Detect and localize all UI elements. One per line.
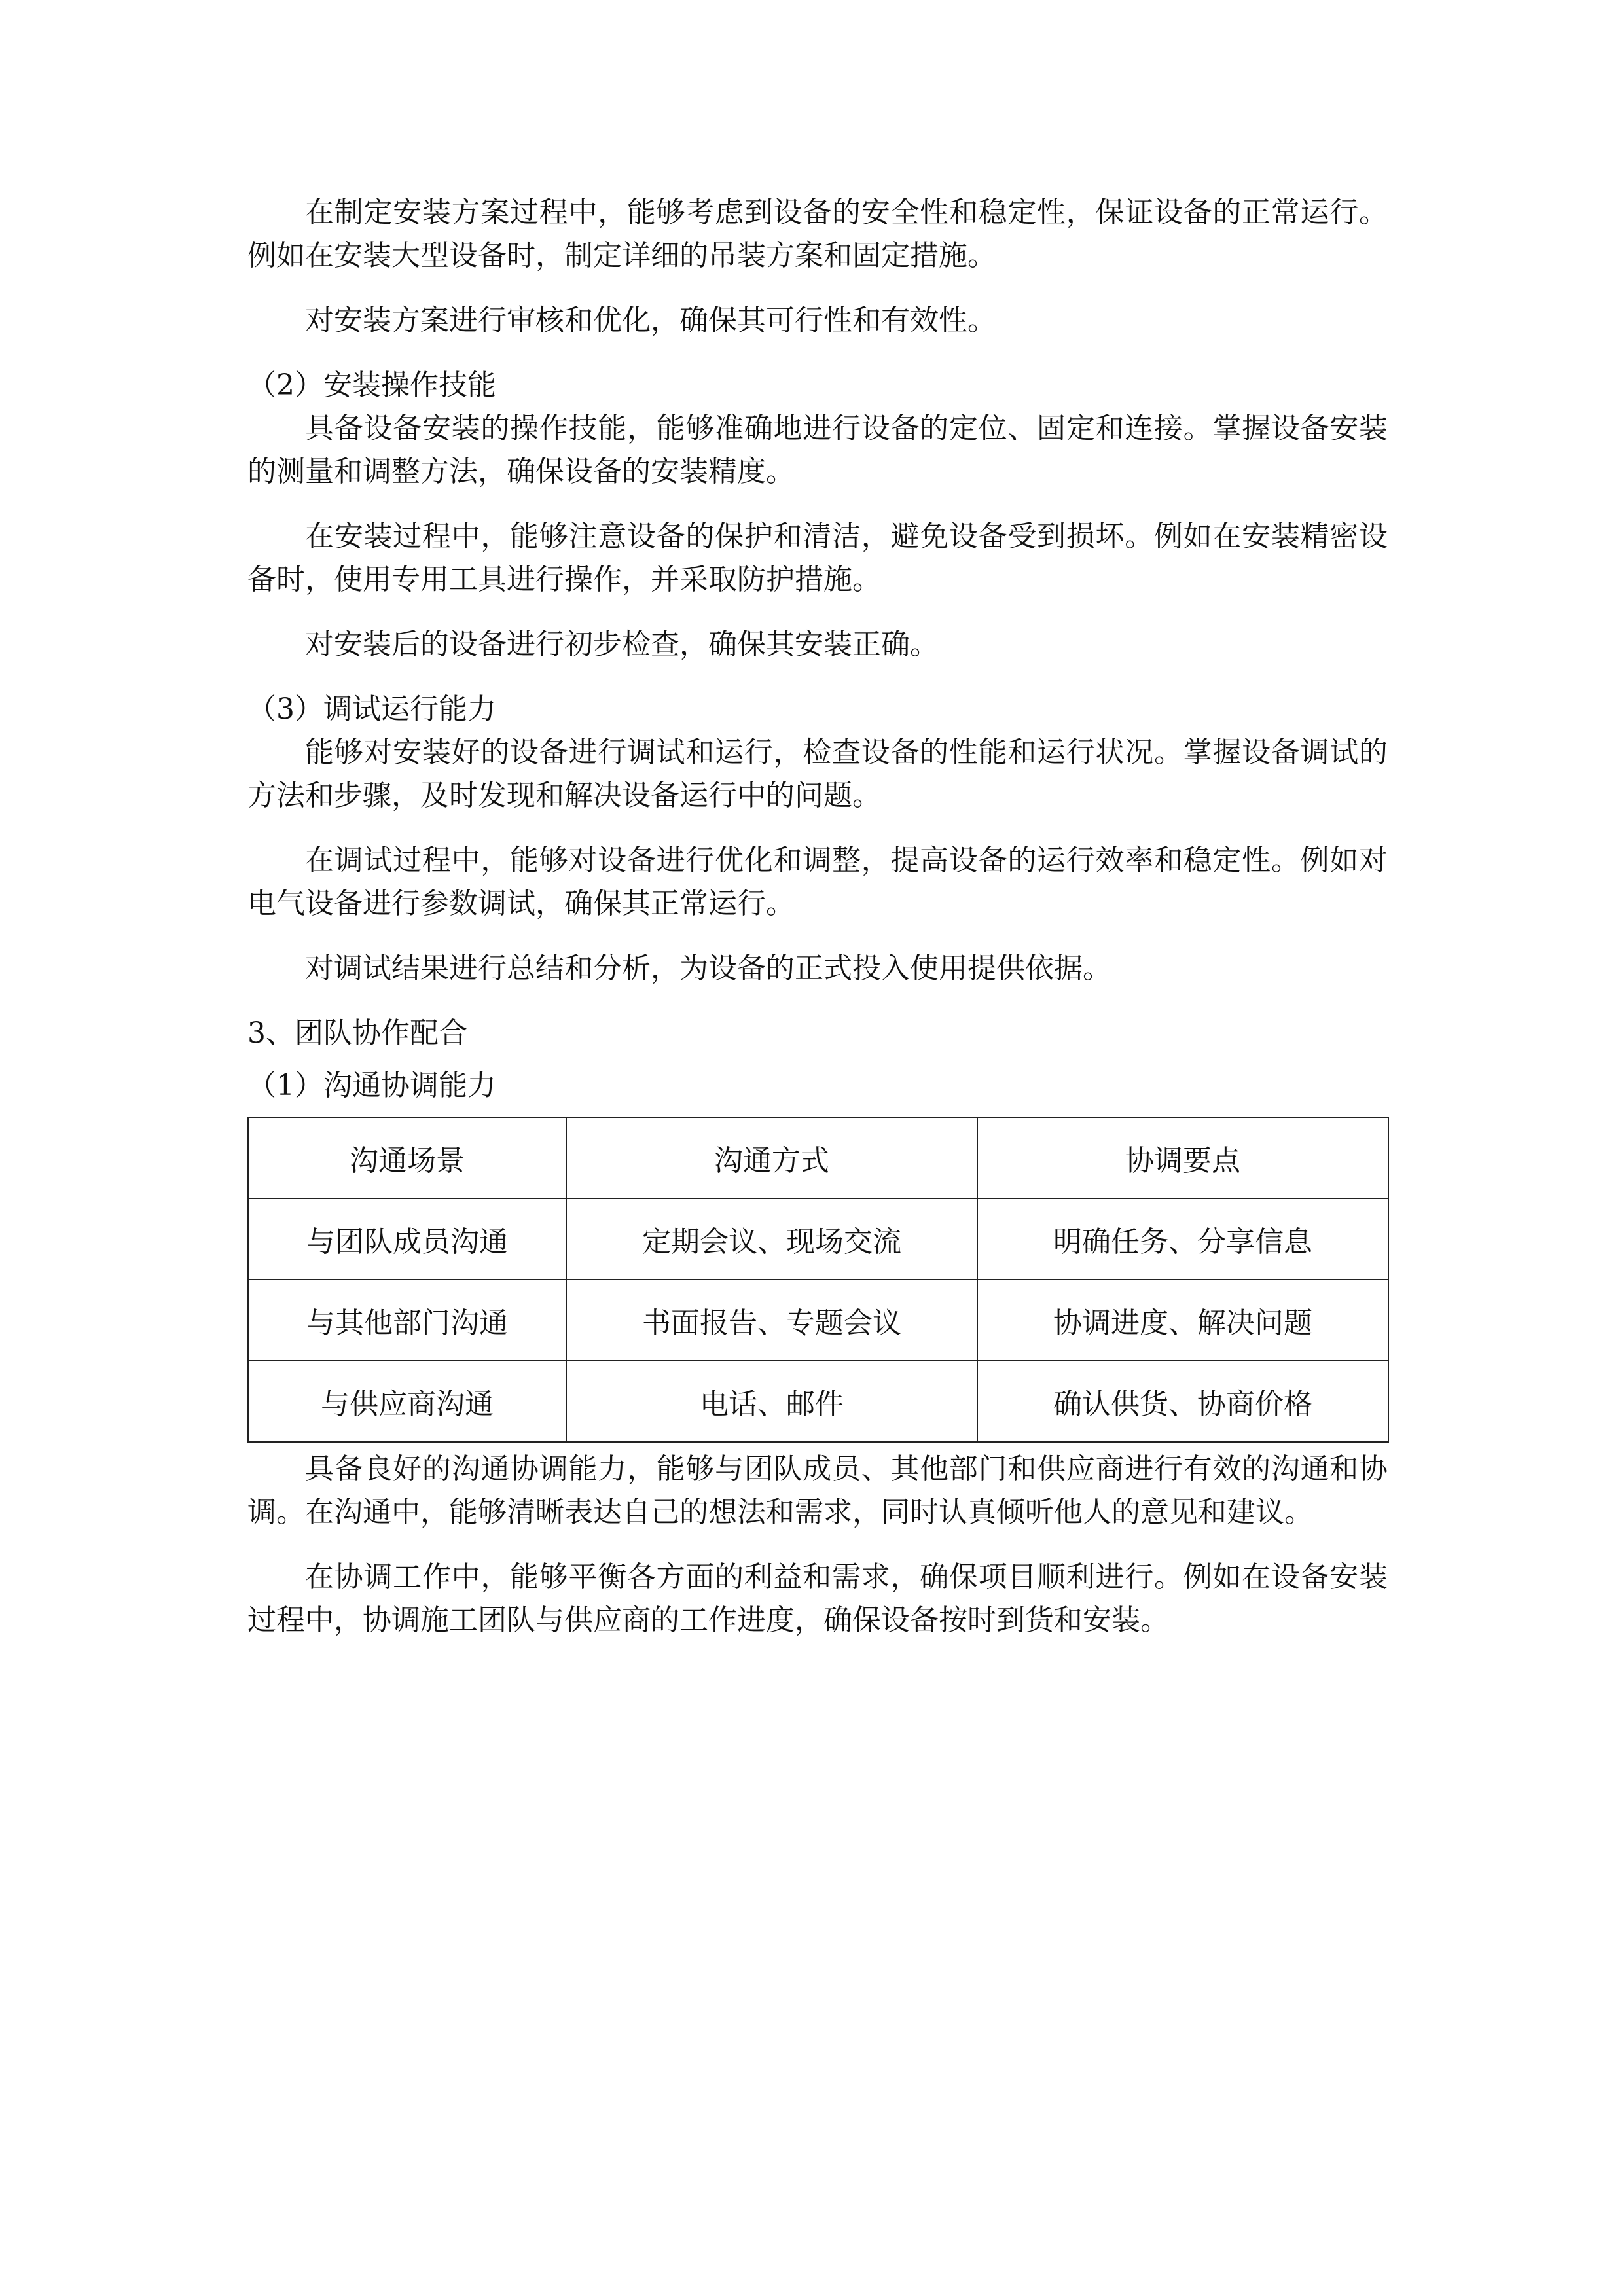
column-header: 协调要点 [977, 1117, 1388, 1198]
table-cell: 确认供货、协商价格 [977, 1361, 1388, 1442]
table-row [248, 1361, 1388, 1442]
paragraph: 在调试过程中，能够对设备进行优化和调整，提高设备的运行效率和稳定性。例如对电气设备进行参数调试，确保其正常运行。 [247, 844, 1388, 920]
table-cell: 与其他部门沟通 [248, 1280, 566, 1361]
paragraph: 能够对安装好的设备进行调试和运行，检查设备的性能和运行状况。掌握设备调试的方法和步骤，及时发现和解决设备运行中的问题。 [247, 736, 1388, 812]
table-row [248, 1198, 1388, 1280]
table-cell: 定期会议、现场交流 [566, 1198, 977, 1280]
column-header: 沟通场景 [248, 1117, 566, 1198]
paragraph: 在安装过程中，能够注意设备的保护和清洁，避免设备受到损坏。例如在安装精密设备时，使用专用工具进行操作，并采取防护措施。 [247, 520, 1388, 596]
table-cell: 明确任务、分享信息 [977, 1198, 1388, 1280]
paragraph: 在协调工作中，能够平衡各方面的利益和需求，确保项目顺利进行。例如在设备安装过程中，协调施工团队与供应商的工作进度，确保设备按时到货和安装。 [247, 1560, 1388, 1637]
section-heading-communication: （1）沟通协调能力 [247, 1069, 496, 1102]
table-cell: 电话、邮件 [566, 1361, 977, 1442]
column-header: 沟通方式 [566, 1117, 977, 1198]
paragraph: 对安装方案进行审核和优化，确保其可行性和有效性。 [305, 304, 996, 337]
section-heading-teamwork: 3、团队协作配合 [247, 1016, 467, 1050]
paragraph: 具备良好的沟通协调能力，能够与团队成员、其他部门和供应商进行有效的沟通和协调。在沟通中，能够清晰表达自己的想法和需求，同时认真倾听他人的意见和建议。 [247, 1452, 1388, 1529]
paragraph: 对调试结果进行总结和分析，为设备的正式投入使用提供依据。 [305, 952, 1111, 985]
table-row [248, 1280, 1388, 1361]
paragraph: 对安装后的设备进行初步检查，确保其安装正确。 [305, 628, 939, 661]
section-heading-debug-skills: （3）调试运行能力 [247, 692, 496, 726]
table-cell: 书面报告、专题会议 [566, 1280, 977, 1361]
table-cell: 与供应商沟通 [248, 1361, 566, 1442]
table-cell: 与团队成员沟通 [248, 1198, 566, 1280]
table-cell: 协调进度、解决问题 [977, 1280, 1388, 1361]
page-content [247, 191, 1388, 1642]
communication-table [247, 1117, 1389, 1443]
section-heading-install-skills: （2）安装操作技能 [247, 368, 496, 402]
table-header-row [248, 1117, 1388, 1198]
paragraph: 具备设备安装的操作技能，能够准确地进行设备的定位、固定和连接。掌握设备安装的测量和调整方法，确保设备的安装精度。 [247, 412, 1388, 488]
paragraph: 在制定安装方案过程中，能够考虑到设备的安全性和稳定性，保证设备的正常运行。例如在安装大型设备时，制定详细的吊装方案和固定措施。 [247, 196, 1388, 272]
